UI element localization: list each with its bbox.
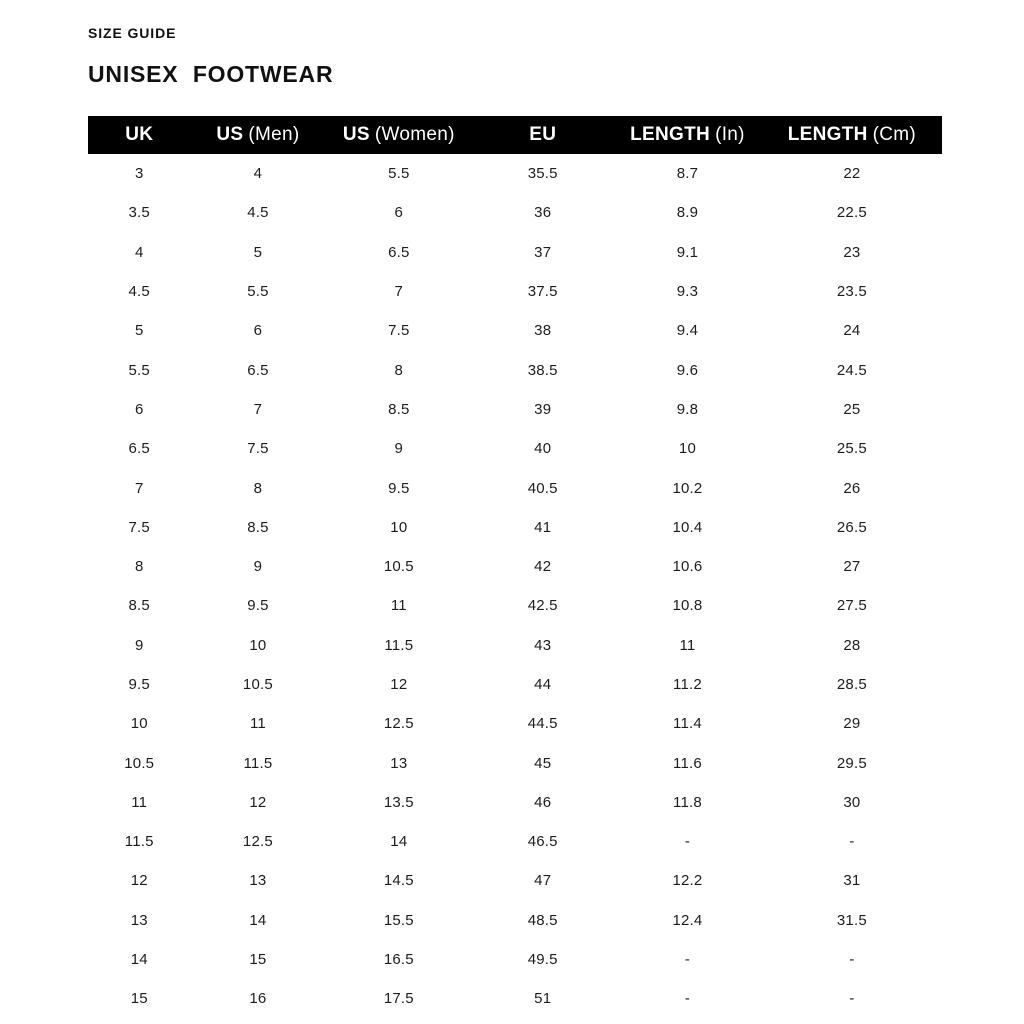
table-cell: 5 [253,243,263,261]
table-cell: 6 [253,322,263,340]
table-cell: 22 [843,165,861,183]
table-cell: 10.5 [124,754,155,772]
table-cell: 16 [249,990,267,1008]
table-cell: 12 [390,676,408,693]
table-cell: 5.5 [128,361,150,379]
table-row [88,940,942,979]
column-header [190,116,325,154]
table-cell: 49.5 [527,951,558,969]
table-cell: 10 [130,715,148,733]
size-guide-label: SIZE GUIDE [88,25,177,41]
table-cell: - [684,990,691,1008]
table-cell: 9.8 [676,400,699,418]
table-cell: 48.5 [527,911,558,929]
table-cell: 45 [534,754,552,772]
table-cell: 11.4 [673,715,702,733]
table-cell: 14.5 [383,872,414,890]
table-cell: 37 [534,243,552,261]
table-cell: 9.4 [676,322,699,340]
table-cell: 12 [130,872,148,890]
table-cell: 15 [130,990,148,1008]
table-cell: 39 [534,400,552,418]
table-cell: 38 [534,322,552,340]
table-cell: 12.5 [383,715,414,733]
table-cell: 43 [534,636,552,654]
column-header-main: UK [125,124,154,145]
table-cell: 9.6 [676,361,699,379]
table-cell: 14 [390,833,408,851]
table-cell: 10.5 [242,676,273,693]
table-cell: 12.2 [672,872,703,890]
table-row [88,350,942,389]
table-cell: 12 [249,793,267,811]
table-cell: 29 [843,715,861,733]
table-cell: 11 [131,793,148,811]
table-cell: 38.5 [527,361,558,379]
table-row [88,586,942,625]
table-cell: 44.5 [527,715,558,733]
table-cell: 24.5 [836,361,867,379]
table-cell: 6 [394,204,404,222]
table-cell: 7 [253,400,263,418]
table-cell: 40.5 [527,479,558,497]
table-cell: 23.5 [836,283,867,301]
table-cell: 7.5 [247,440,269,458]
table-cell: 13 [390,754,408,772]
column-header [613,116,762,154]
size-table [88,116,942,1019]
table-cell: 7.5 [388,322,410,340]
table-cell: 5.5 [388,165,410,183]
table-cell: 9.5 [247,597,269,615]
page-title: UNISEX FOOTWEAR [88,61,334,87]
table-cell: 11 [679,636,696,654]
table-cell: 11.5 [384,636,414,654]
table-cell: 8.5 [388,400,410,418]
table-cell: 10.4 [672,518,703,536]
table-row [88,665,942,704]
table-cell: 40 [534,440,552,458]
table-cell: 37.5 [527,283,558,301]
table-cell: 9.1 [676,243,699,261]
table-cell: 10.2 [672,479,703,497]
table-cell: 14 [130,951,148,969]
table-cell: 9.5 [388,479,410,497]
table-row [88,272,942,311]
table-cell: 13.5 [383,793,414,811]
table-cell: 14 [249,911,267,929]
table-cell: 31.5 [836,911,867,929]
table-cell: 10 [678,440,697,458]
table-cell: 6.5 [388,243,410,261]
column-header [472,116,613,154]
table-row [88,743,942,782]
table-row [88,547,942,586]
table-row [88,311,942,350]
table-cell: - [849,990,855,1008]
table-cell: 8.5 [247,518,269,536]
table-cell: 46.5 [527,833,558,851]
table-cell: 11.6 [673,754,702,772]
table-cell: 35.5 [527,165,558,183]
table-cell: 46 [534,793,552,811]
column-header-main: LENGTH [787,124,868,145]
column-header-sub: (In) [715,124,745,145]
table-cell: 6 [134,400,144,418]
table-cell: 11 [249,715,266,733]
table-cell: 6.5 [128,440,150,458]
table-cell: 41 [534,518,552,536]
column-header-main: US [342,124,370,145]
table-cell: 25.5 [836,440,867,458]
table-cell: 8 [253,479,263,497]
table-cell: 15 [249,951,267,969]
table-cell: 13 [249,872,267,890]
table-cell: 8 [394,361,404,379]
table-cell: 42 [534,558,552,576]
table-cell: 9 [253,558,263,576]
table-cell: 7 [134,479,144,497]
table-row [88,154,942,193]
table-header-row [88,116,942,154]
table-cell: 9.5 [128,676,150,693]
column-header [325,116,472,154]
table-cell: 13 [130,911,148,929]
table-cell: 4.5 [247,204,269,222]
table-cell: 10.6 [672,558,703,576]
table-cell: 42.5 [527,597,558,615]
table-cell: 11.2 [673,676,702,693]
table-cell: 36 [534,204,552,222]
table-cell: 11.5 [124,833,154,851]
table-cell: 3 [134,165,144,183]
table-cell: 5.5 [247,283,269,301]
table-cell: 10.5 [383,558,414,576]
table-cell: 12.4 [672,911,703,929]
table-cell: 26 [843,479,861,497]
table-cell: 25 [843,400,861,418]
table-cell: 7.5 [128,518,150,536]
table-cell: 16.5 [383,951,414,969]
table-row [88,468,942,507]
table-row [88,429,942,468]
table-cell: - [684,951,691,969]
table-row [88,901,942,940]
table-cell: 27.5 [836,597,867,615]
column-header-sub: (Cm) [872,124,917,145]
table-row [88,508,942,547]
table-cell: 28 [843,636,861,654]
table-cell: 47 [534,872,552,890]
table-cell: 10 [390,518,408,536]
table-cell: 10.8 [672,597,703,615]
table-row [88,193,942,232]
table-cell: 26.5 [836,518,867,536]
column-header-sub: (Men) [248,124,300,145]
table-cell: 5 [134,322,144,340]
table-cell: - [684,833,691,851]
column-header-main: LENGTH [630,124,711,145]
table-cell: 11.5 [243,754,273,772]
table-cell: 17.5 [383,990,414,1008]
table-row [88,979,942,1018]
table-cell: 15.5 [383,911,414,929]
column-header [88,116,190,154]
table-cell: 27 [843,558,861,576]
table-cell: 10 [249,636,267,654]
table-cell: 4 [253,165,263,183]
column-header-main: US [216,124,244,145]
table-cell: 4.5 [128,283,150,301]
table-cell: 3.5 [128,204,150,222]
table-cell: 8.9 [676,204,699,222]
column-header [762,116,942,154]
table-cell: 8.5 [128,597,150,615]
table-cell: 23 [843,243,861,261]
table-cell: 8.7 [676,165,699,183]
column-header-main: EU [529,124,557,145]
table-row [88,390,942,429]
table-cell: 7 [394,283,404,301]
table-cell: 30 [843,793,861,811]
table-cell: 9 [134,636,144,654]
size-table-body [88,154,942,1019]
table-cell: - [849,951,855,969]
table-cell: 31 [843,872,861,890]
column-header-sub: (Women) [374,124,455,145]
table-row [88,783,942,822]
table-cell: 9 [394,440,404,458]
table-cell: 4 [134,243,144,261]
table-cell: 9.3 [676,283,699,301]
table-cell: 22.5 [836,204,867,222]
table-cell: 8 [134,558,144,576]
table-row [88,704,942,743]
table-row [88,626,942,665]
table-row [88,861,942,900]
table-cell: 28.5 [836,676,867,693]
table-cell: 44 [534,676,552,693]
table-cell: 11.8 [673,793,702,811]
table-cell: 24 [843,322,861,340]
table-cell: 6.5 [247,361,269,379]
table-cell: 29.5 [836,754,867,772]
table-cell: 11 [390,597,407,615]
table-row [88,233,942,272]
table-cell: - [849,833,855,851]
table-cell: 12.5 [242,833,273,851]
table-row [88,822,942,861]
table-cell: 51 [534,990,552,1008]
